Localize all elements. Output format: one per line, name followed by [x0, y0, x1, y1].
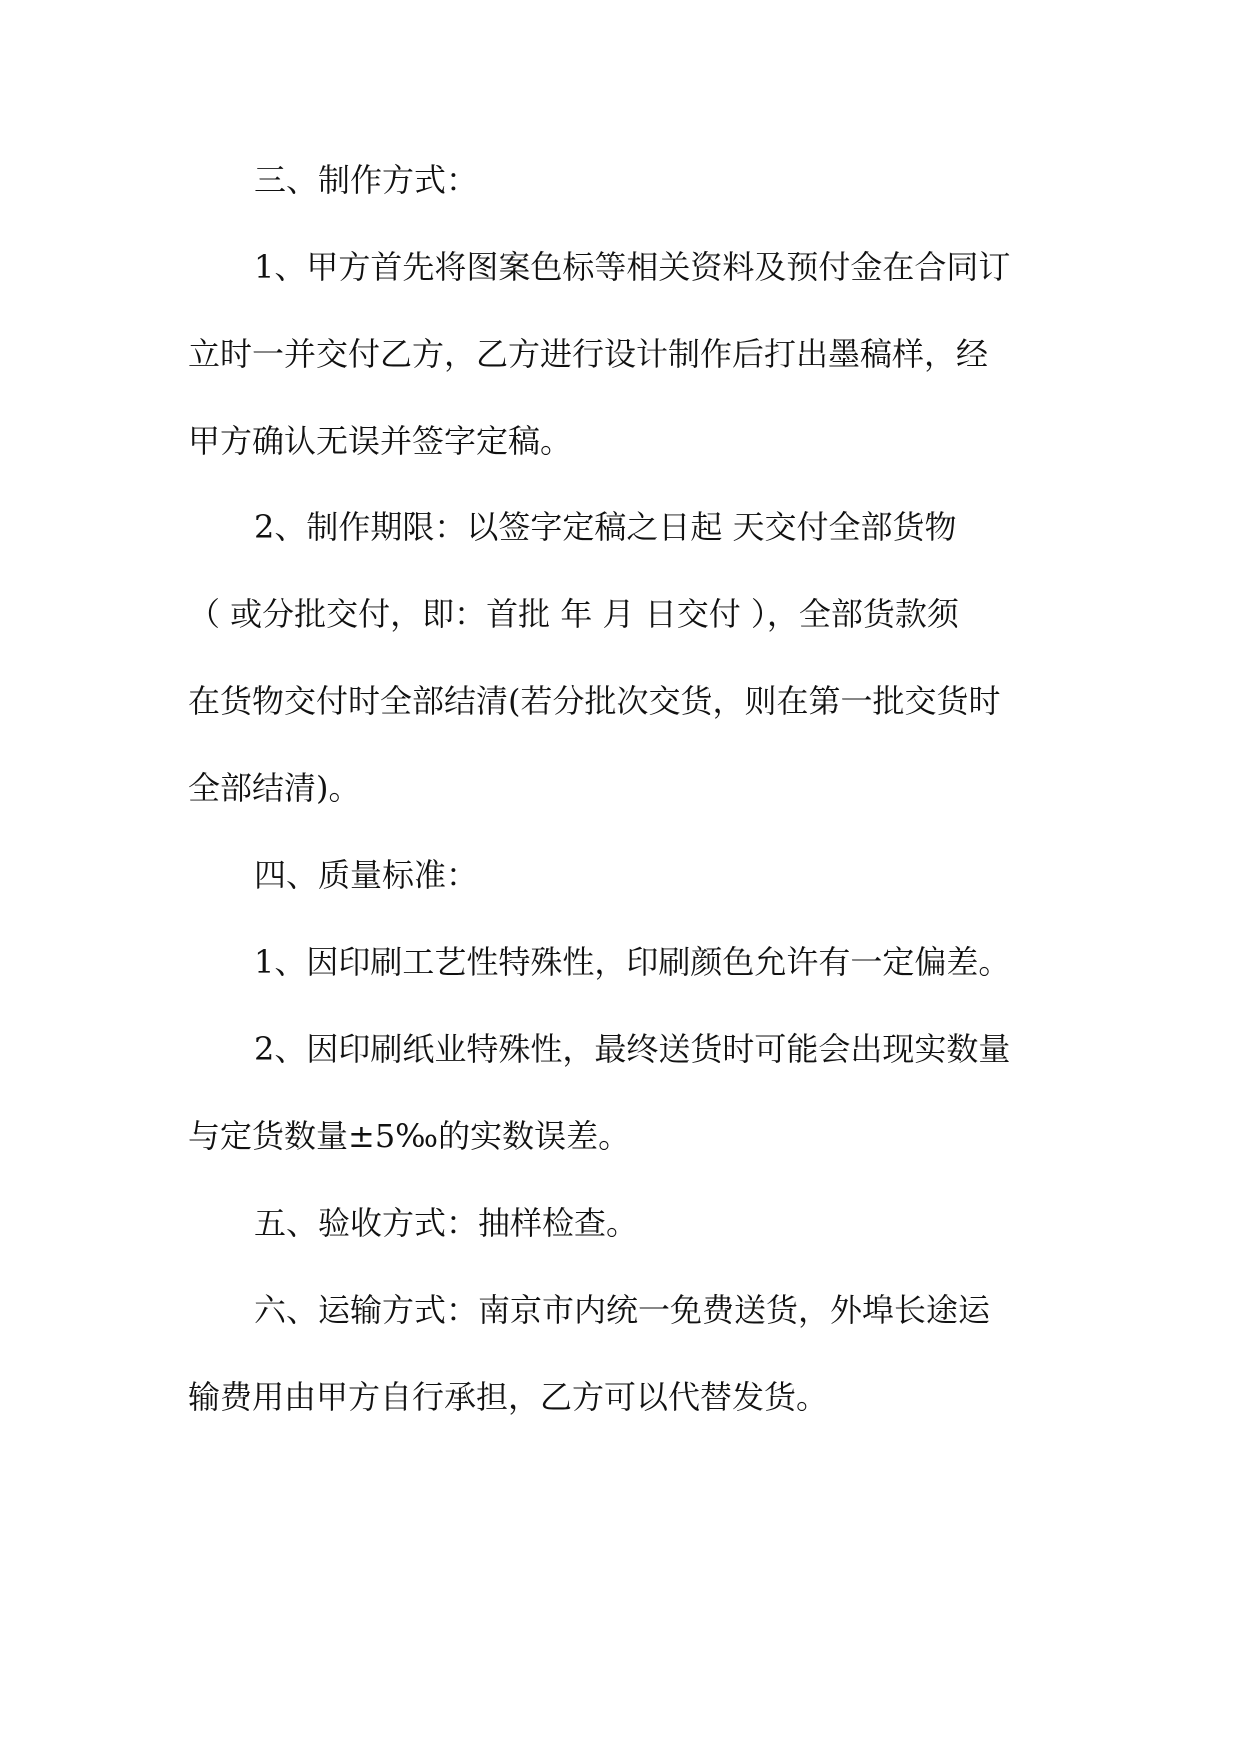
paragraph-line: 2、制作期限：以签字定稿之日起 天交付全部货物 [254, 508, 957, 546]
section-heading-transport-method: 六、运输方式：南京市内统一免费送货，外埠长途运 [254, 1291, 991, 1329]
paragraph-line: 甲方确认无误并签字定稿。 [188, 422, 573, 460]
paragraph-line: 在货物交付时全部结清(若分批次交货，则在第一批交货时 [188, 682, 1001, 720]
paragraph-line: 立时一并交付乙方，乙方进行设计制作后打出墨稿样，经 [188, 335, 989, 373]
paragraph-line: 输费用由甲方自行承担，乙方可以代替发货。 [188, 1378, 829, 1416]
paragraph-line: 1、甲方首先将图案色标等相关资料及预付金在合同订 [254, 248, 1011, 286]
paragraph-line: （ 或分批交付，即：首批 年 月 日交付 ），全部货款须 [188, 595, 959, 633]
paragraph-line: 1、因印刷工艺性特殊性，印刷颜色允许有一定偏差。 [254, 943, 1011, 981]
paragraph-line: 与定货数量±5‰的实数误差。 [188, 1117, 631, 1155]
paragraph-line: 2、因印刷纸业特殊性，最终送货时可能会出现实数量 [254, 1030, 1011, 1068]
section-heading-quality-standard: 四、质量标准： [254, 856, 479, 894]
section-heading-production-method: 三、制作方式： [254, 161, 479, 199]
section-heading-acceptance-method: 五、验收方式：抽样检查。 [254, 1204, 639, 1242]
paragraph-line: 全部结清)。 [188, 769, 361, 807]
